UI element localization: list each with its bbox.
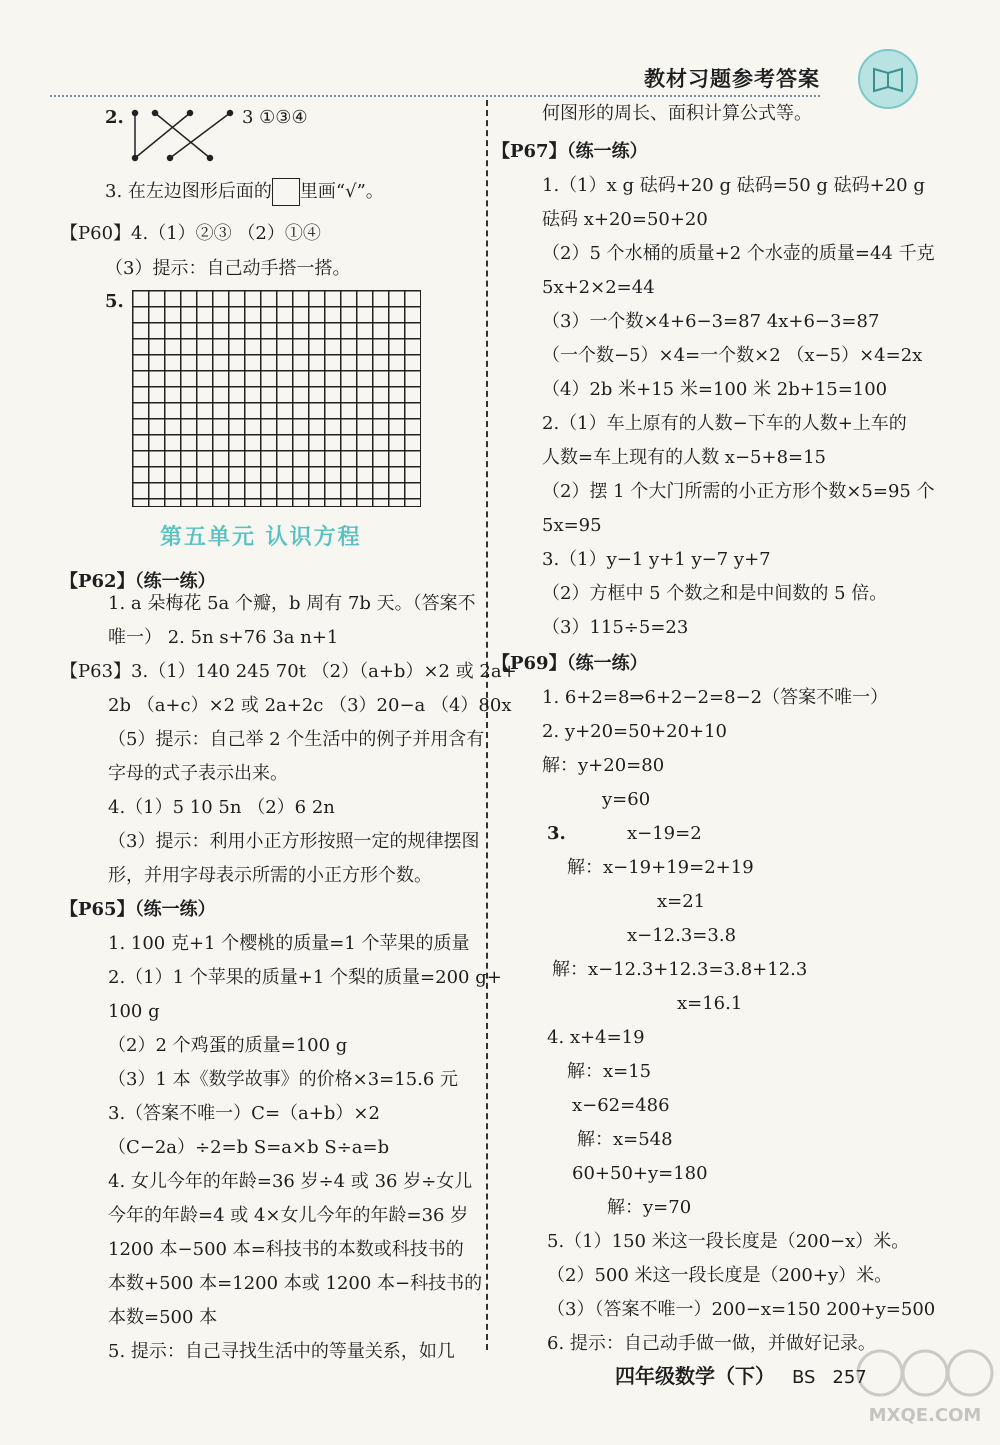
page-number: 257 [832,1367,867,1388]
text-line: 4. 女儿今年的年龄=36 岁÷4 或 36 岁÷女儿 [108,1171,473,1192]
text-line: 4. x+4=19 [547,1027,645,1048]
p60-q4-hint: （3）提示：自己动手搭一搭。 [105,258,351,279]
text-line: 1. a 朵梅花 5a 个瓣，b 周有 7b 天。（答案不 [108,593,476,614]
text-line: x−19=2 [627,823,702,844]
text-line: 字母的式子表示出来。 [108,763,288,784]
text-line: （3）提示：利用小正方形按照一定的规律摆图 [108,831,480,852]
text-line: 2b （a+c）×2 或 2a+2c （3）20−a （4）80x [108,695,512,716]
text-line: （2）2 个鸡蛋的质量=100 g [108,1035,348,1056]
unit-title: 第五单元 认识方程 [160,525,362,550]
text-line: 5. 提示：自己寻找生活中的等量关系，如几 [108,1341,455,1362]
text-line: 形，并用字母表示所需的小正方形个数。 [108,865,432,886]
watermark-text: MXQE.COM [868,1405,982,1426]
text-line: 今年的年龄=4 或 4×女儿今年的年龄=36 岁 [108,1205,469,1226]
text-line: 1. 6+2=8⇒6+2−2=8−2（答案不唯一） [542,687,889,708]
text-line: x−62=486 [572,1095,670,1116]
text-line: 1. 100 克+1 个樱桃的质量=1 个苹果的质量 [108,933,470,954]
text-line: y=60 [602,789,651,810]
text-line: 人数=车上现有的人数 x−5+8=15 [542,447,827,468]
text-line: 2.（1）车上原有的人数−下车的人数+上车的 [542,413,907,434]
watermark [855,1345,995,1435]
watermark-logo-icon [855,1345,995,1400]
text-line: 解：y+20=80 [542,755,665,776]
text-line: （5）提示：自己举 2 个生活中的例子并用含有 [108,729,485,750]
text-line: 4.（1）5 10 5n （2）6 2n [108,797,335,818]
p67-heading: 【P67】（练一练） [492,141,648,162]
text-line: （2）500 米这一段长度是（200+y）米。 [547,1265,893,1286]
text-line: （一个数−5）×4=一个数×2 （x−5）×4=2x [542,345,923,366]
p69-heading: 【P69】（练一练） [492,653,648,674]
q3-text: 3. 在左边图形后面的 里画“√”。 [105,178,384,206]
q2-answer: 3 ①③④ [242,107,308,128]
text-line: 1200 本−500 本=科技书的本数或科技书的 [108,1239,464,1260]
book-title: 四年级数学（下） [615,1364,775,1388]
p62-heading: 【P62】（练一练） [60,571,216,592]
q2-label: 2. [105,107,124,128]
text-line: 解：x−12.3+12.3=3.8+12.3 [552,959,808,980]
text-line: （C−2a）÷2=b S=a×b S÷a=b [108,1137,390,1158]
text-line: x=16.1 [677,993,743,1014]
text-line: 5.（1）150 米这一段长度是（200−x）米。 [547,1231,910,1252]
text-line: 砝码 x+20=50+20 [542,209,708,230]
text-line: （3）1 本《数学故事》的价格×3=15.6 元 [108,1069,459,1090]
text-line: （3）一个数×4+6−3=87 4x+6−3=87 [542,311,880,332]
text-line: （3）（答案不唯一）200−x=150 200+y=500 [547,1299,936,1320]
square-grid-figure [132,290,421,507]
q5-label: 5. [105,291,124,312]
text-line: x−12.3=3.8 [627,925,737,946]
text-line: 100 g [108,1001,160,1022]
header-title: 教材习题参考答案 [644,67,820,91]
text-line: 3.（答案不唯一）C=（a+b）×2 [108,1103,380,1124]
text-line: 60+50+y=180 [572,1163,708,1184]
text-line: （2）方框中 5 个数之和是中间数的 5 倍。 [542,583,888,604]
text-line: （3）115÷5=23 [542,617,689,638]
text-line: 6. 提示：自己动手做一做，并做好记录。 [547,1333,876,1354]
header-underline [50,95,820,97]
text-line: 5x+2×2=44 [542,277,655,298]
text-line: 1.（1）x g 砝码+20 g 砝码=50 g 砝码+20 g [542,175,925,196]
book-logo-icon [858,49,918,109]
column-divider [486,100,488,1350]
text-line: 2.（1）1 个苹果的质量+1 个梨的质量=200 g+ [108,967,502,988]
text-line: 何图形的周长、面积计算公式等。 [542,103,812,124]
matching-lines-figure [130,108,240,163]
page-header [50,55,930,105]
answer-box [272,178,300,206]
text-line: 本数=500 本 [108,1307,218,1328]
text-line: 解：x=548 [577,1129,673,1150]
text-line: x=21 [657,891,706,912]
edition-code: BS [791,1367,816,1388]
p60-q4: 【P60】4.（1）②③ （2）①④ [60,223,321,244]
text-line: （2）摆 1 个大门所需的小正方形个数×5=95 个 [542,481,935,502]
text-line: 唯一） 2. 5n s+76 3a n+1 [108,627,339,648]
p65-heading: 【P65】（练一练） [60,899,216,920]
text-line: 【P63】3.（1）140 245 70t （2）（a+b）×2 或 2a+ [60,661,517,682]
text-line: 2. y+20=50+20+10 [542,721,728,742]
text-line: （2）5 个水桶的质量+2 个水壶的质量=44 千克 [542,243,935,264]
text-line: （4）2b 米+15 米=100 米 2b+15=100 [542,379,888,400]
text-line: 5x=95 [542,515,602,536]
text-line: 解：x−19+19=2+19 [567,857,754,878]
text-line: 解：x=15 [567,1061,652,1082]
text-line: 本数+500 本=1200 本或 1200 本−科技书的 [108,1273,483,1294]
q3-label: 3. [547,823,566,844]
page-footer [615,1360,867,1389]
text-line: 解：y=70 [607,1197,692,1218]
text-line: 3.（1）y−1 y+1 y−7 y+7 [542,549,771,570]
